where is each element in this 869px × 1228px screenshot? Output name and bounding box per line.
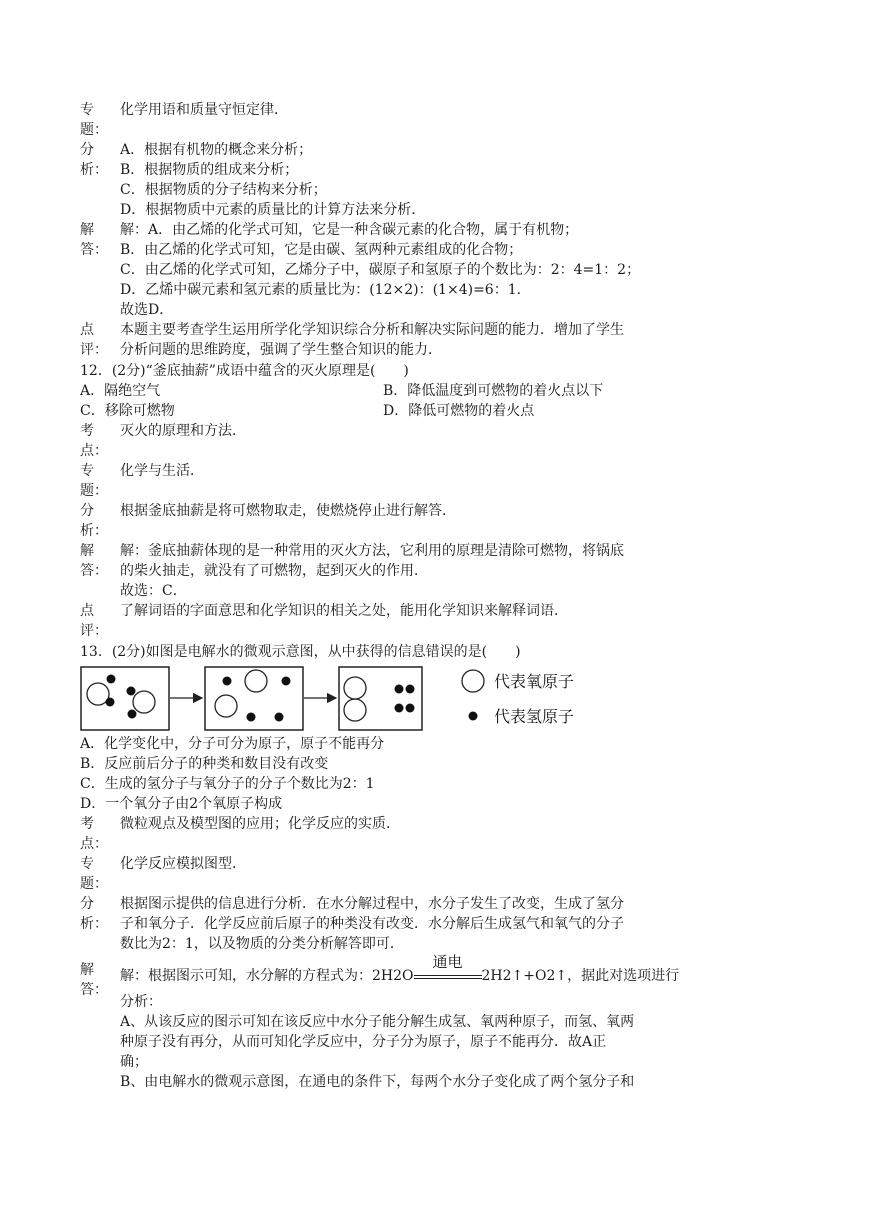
text-line: 的柴火抽走，就没有了可燃物，起到灭火的作用． xyxy=(120,563,428,579)
hydrogen-atom xyxy=(128,710,137,719)
text-line: B．由乙烯的化学式可知，它是由碳、氢两种元素组成的化合物； xyxy=(120,242,523,258)
hydrogen-atom xyxy=(127,687,136,696)
atoms-box xyxy=(205,667,303,730)
option-a: A．化学变化中，分子可分为原子，原子不能再分 xyxy=(80,736,385,752)
question-12-options-row1 xyxy=(80,381,780,401)
section-label: 分 析： xyxy=(80,142,108,178)
text-line: 化学反应模拟图型． xyxy=(120,856,246,872)
s11-jieda xyxy=(80,220,780,320)
text-line: A．根据有机物的概念来分析； xyxy=(120,142,313,158)
hydrogen-atom xyxy=(282,677,291,686)
q12-fenxi xyxy=(80,501,780,541)
option-c: C．生成的氢分子与氧分子的分子个数比为2：1 xyxy=(80,776,375,792)
text-line: 解：釜底抽薪体现的是一种常用的灭火方法，它利用的原理是清除可燃物，将锅底 xyxy=(120,543,624,559)
oxygen-atom xyxy=(133,691,155,713)
text-line: 化学用语和质量守恒定律． xyxy=(120,102,288,118)
section-label: 解 答： xyxy=(80,962,108,998)
hydrogen-atom xyxy=(223,677,232,686)
text-line: D．根据物质中元素的质量比的计算方法来分析． xyxy=(120,202,426,218)
legend-oxygen-label: 代表氧原子 xyxy=(494,672,575,691)
text-line: A、从该反应的图示可知在该反应中水分子能分解生成氢、氧两种原子，而氢、氧两 xyxy=(120,1014,635,1030)
q13-fenxi xyxy=(80,894,780,954)
q12-dianping xyxy=(80,601,780,641)
text-line: 了解词语的字面意思和化学知识的相关之处，能用化学知识来解释词语． xyxy=(120,603,568,619)
oxygen-atom xyxy=(344,677,366,699)
hydrogen-atom xyxy=(406,685,415,694)
oxygen-atom xyxy=(245,670,267,692)
text-line: C．由乙烯的化学式可知，乙烯分子中，碳原子和氢原子的个数比为：2：4=1：2； xyxy=(120,262,641,278)
text-line: 分析： xyxy=(120,994,162,1010)
option-a: A．隔绝空气 xyxy=(80,383,161,399)
section-label: 点 评： xyxy=(80,603,108,639)
section-label: 解 答： xyxy=(80,222,108,258)
text-line: C．根据物质的分子结构来分析； xyxy=(120,182,327,198)
section-label: 专 题： xyxy=(80,102,108,138)
text-line: B．根据物质的组成来分析； xyxy=(120,162,299,178)
reaction-condition xyxy=(414,953,482,986)
question-12-stem: 12．(2分)“釜底抽薪”成语中蕴含的灭火原理是( ) xyxy=(80,363,409,379)
electrolysis-micro-diagram xyxy=(80,666,780,732)
text-line: 确； xyxy=(120,1054,148,1070)
equation-lead-text: 解：根据图示可知，水分解的方程式为：2H2O xyxy=(120,968,414,984)
hydrogen-atom xyxy=(275,713,284,722)
s11-dianping xyxy=(80,320,780,360)
s11-fenxi xyxy=(80,140,780,220)
equation-line xyxy=(120,953,780,986)
text-line: 故选D． xyxy=(120,302,174,318)
q13-zhuanti xyxy=(80,854,780,894)
condition-label: 通电 xyxy=(432,953,463,971)
equation-tail-text: 2H2↑+O2↑，据此对选项进行 xyxy=(481,968,680,984)
option-d: D．降低可燃物的着火点 xyxy=(383,403,535,419)
text-line: 根据图示提供的信息进行分析．在水分解过程中，水分子发生了改变，生成了氢分 xyxy=(120,896,624,912)
section-label: 考 点： xyxy=(80,423,108,459)
oxygen-atom xyxy=(344,699,366,721)
section-label: 专 题： xyxy=(80,463,108,499)
option-c: C．移除可燃物 xyxy=(80,403,175,419)
document-page xyxy=(80,100,780,1092)
section-label: 分 析： xyxy=(80,503,108,539)
q13-kaodian xyxy=(80,814,780,854)
section-label: 解 答： xyxy=(80,543,108,579)
q13-jieda xyxy=(80,953,780,1092)
text-line: 数比为2：1，以及物质的分类分析解答即可． xyxy=(120,936,404,952)
hydrogen-atom xyxy=(395,685,404,694)
section-label: 点 评： xyxy=(80,322,108,358)
section-label: 分 析： xyxy=(80,896,108,932)
option-d: D．一个氧分子由2个氧原子构成 xyxy=(80,796,283,812)
legend-hydrogen-label: 代表氢原子 xyxy=(494,707,575,726)
question-12-options-row2 xyxy=(80,401,780,421)
oxygen-atom xyxy=(215,695,237,717)
text-line: D．乙烯中碳元素和氢元素的质量比为：(12×2)：(1×4)=6：1． xyxy=(120,282,531,298)
hydrogen-atom xyxy=(247,713,256,722)
s11-zhuanti xyxy=(80,100,780,140)
text-line: 种原子没有再分，从而可知化学反应中，分子分为原子，原子不能再分．故A正 xyxy=(120,1034,607,1050)
section-label: 专 题： xyxy=(80,856,108,892)
option-b: B．降低温度到可燃物的着火点以下 xyxy=(383,383,604,399)
text-line: 微粒观点及模型图的应用；化学反应的实质． xyxy=(120,816,400,832)
text-line: 化学与生活． xyxy=(120,463,204,479)
hydrogen-atom xyxy=(106,698,115,707)
text-line: 根据釜底抽薪是将可燃物取走，使燃烧停止进行解答． xyxy=(120,503,456,519)
question-13-stem: 13．(2分)如图是电解水的微观示意图，从中获得的信息错误的是( ) xyxy=(80,644,521,660)
text-line: 本题主要考查学生运用所学化学知识综合分析和解决实际问题的能力．增加了学生 xyxy=(120,322,624,338)
hydrogen-atom xyxy=(395,704,404,713)
q12-zhuanti xyxy=(80,461,780,501)
reactant-box xyxy=(81,667,169,730)
text-line: 分析问题的思维跨度，强调了学生整合知识的能力． xyxy=(120,342,442,358)
hydrogen-atom xyxy=(406,704,415,713)
legend-oxygen-icon xyxy=(462,670,484,692)
text-line: 灭火的原理和方法． xyxy=(120,423,246,439)
text-line: 故选：C． xyxy=(120,583,187,599)
text-line: 子和氧分子．化学反应前后原子的种类没有改变．水分解后生成氢气和氧气的分子 xyxy=(120,916,624,932)
q12-jieda xyxy=(80,541,780,601)
option-b: B．反应前后分子的种类和数目没有改变 xyxy=(80,756,329,772)
text-line: 解：A．由乙烯的化学式可知，它是一种含碳元素的化合物，属于有机物； xyxy=(120,222,579,238)
section-label: 考 点： xyxy=(80,816,108,852)
text-line: B、由电解水的微观示意图，在通电的条件下，每两个水分子变化成了两个氢分子和 xyxy=(120,1074,635,1090)
legend-hydrogen-icon xyxy=(469,712,478,721)
reaction-diagram-svg xyxy=(80,666,600,732)
hydrogen-atom xyxy=(107,675,116,684)
q12-kaodian xyxy=(80,421,780,461)
